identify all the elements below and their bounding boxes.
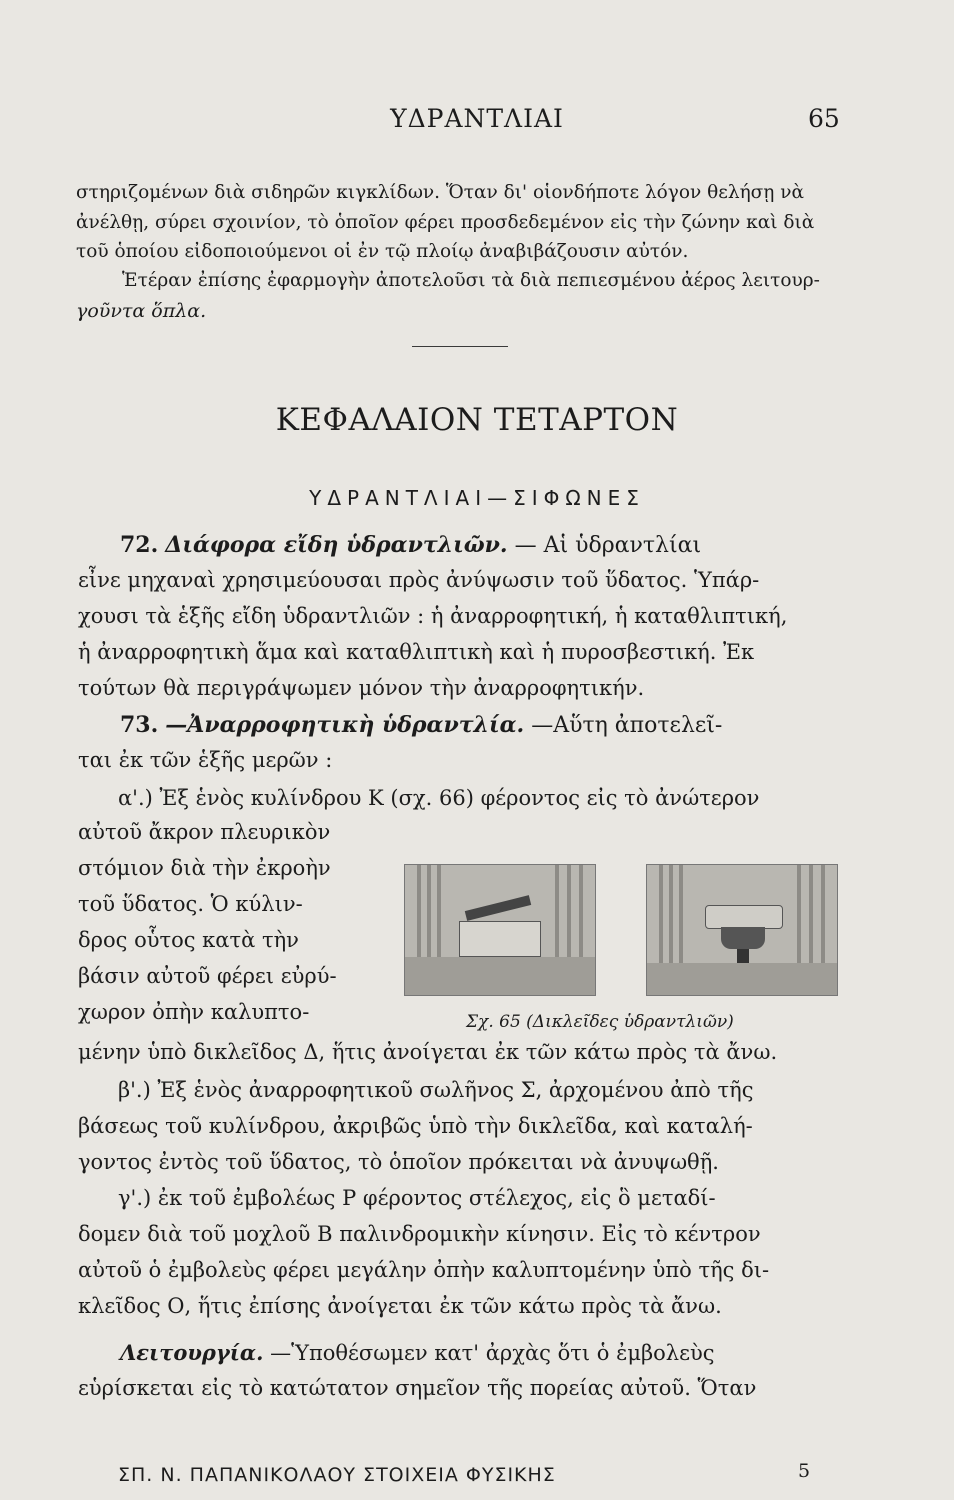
section-72-first-line: — Αἱ ὑδραντλίαι <box>514 533 702 558</box>
section-73-title: —Ἀναρροφητικὴ ὑδραντλία. <box>165 712 525 738</box>
section-72-line-3: ἡ ἀναρροφητικὴ ἅμα καὶ καταθλιπτικὴ καὶ ἡ πυροσβεστική. Ἐκ <box>78 640 755 664</box>
section-72-line-1: εἶνε μηχαναὶ χρησιμεύουσαι πρὸς ἀνύψωσιν τοῦ ὕδατος. Ὑπάρ- <box>78 568 760 592</box>
section-73-line-6: γοντος ἐντὸς τοῦ ὕδατος, τὸ ὁποῖον πρόκειται νὰ ἀνυψωθῇ. <box>78 1150 719 1174</box>
section-73-narrow-5: βάσιν αὐτοῦ φέρει εὐρύ- <box>78 964 337 988</box>
signature-mark: 5 <box>798 1460 811 1482</box>
section-72-line-2: χουσι τὰ ἑξῆς εἴδη ὑδραντλιῶν : ἡ ἀναρροφητική, ἡ καταθλιπτική, <box>78 604 788 628</box>
figure-caption: Σχ. 65 (Δικλεῖδες ὑδραντλιῶν) <box>466 1012 734 1032</box>
section-73-narrow-1: αὐτοῦ ἄκρον πλευρικὸν <box>78 820 331 844</box>
intro-line-3: τοῦ ὁποίου εἰδοποιούμενοι οἱ ἐν τῷ πλοίῳ ἀναβιβάζουσιν αὐτόν. <box>76 241 689 262</box>
section-divider <box>412 346 508 347</box>
section-73-line-2: α'.) Ἐξ ἑνὸς κυλίνδρου Κ (σχ. 66) φέροντος εἰς τὸ ἀνώτερον <box>118 786 760 810</box>
section-72-heading <box>120 532 701 558</box>
section-72-title: Διάφορα εἴδη ὑδραντλιῶν. <box>165 532 508 558</box>
operation-line-2: εὑρίσκεται εἰς τὸ κατώτατον σημεῖον τῆς πορείας αὐτοῦ. Ὅταν <box>78 1376 757 1400</box>
section-72-number: 72. <box>120 532 159 558</box>
section-73-narrow-4: δρος οὗτος κατὰ τὴν <box>78 928 299 952</box>
section-73-narrow-6: χωρον ὀπὴν καλυπτο- <box>78 1000 310 1024</box>
section-73-line-1: ται ἐκ τῶν ἑξῆς μερῶν : <box>78 748 333 772</box>
page-number: 65 <box>808 104 840 133</box>
section-73-line-9: αὐτοῦ ὁ ἐμβολεὺς φέρει μεγάλην ὀπὴν καλυπτομένην ὑπὸ τῆς δι- <box>78 1258 770 1282</box>
intro-line-1: στηριζομένων διὰ σιδηρῶν κιγκλίδων. Ὅταν δι' οἱονδήποτε λόγον θελήσῃ νὰ <box>76 182 804 203</box>
section-73-narrow-2: στόμιον διὰ τὴν ἐκροὴν <box>78 856 331 880</box>
section-73-line-8: δομεν διὰ τοῦ μοχλοῦ Β παλινδρομικὴν κίνησιν. Εἰς τὸ κέντρον <box>78 1222 761 1246</box>
section-73-line-5: βάσεως τοῦ κυλίνδρου, ἀκριβῶς ὑπὸ τὴν δικλεῖδα, καὶ καταλή- <box>78 1114 753 1138</box>
intro-line-2: ἀνέλθῃ, σύρει σχοινίον, τὸ ὁποῖον φέρει προσδεδεμένον εἰς τὴν ζώνην καὶ διὰ <box>76 212 815 233</box>
section-73-first-line: —Αὕτη ἀποτελεῖ- <box>531 713 723 738</box>
valve-figure-left <box>404 864 596 996</box>
intro-line-4: Ἑτέραν ἐπίσης ἐφαρμογὴν ἀποτελοῦσι τὰ διὰ πεπιεσμένου ἀέρος λειτουρ- <box>122 270 820 291</box>
operation-label: Λειτουργία. <box>120 1340 264 1365</box>
intro-line-5: γοῦντα ὅπλα. <box>76 300 207 322</box>
running-header: ΥΔΡΑΝΤΛΙΑΙ <box>390 104 564 133</box>
chapter-title: ΚΕΦΑΛΑΙΟΝ ΤΕΤΑΡΤΟΝ <box>275 402 679 438</box>
section-73-line-3: μένην ὑπὸ δικλεῖδος Δ, ἥτις ἀνοίγεται ἐκ τῶν κάτω πρὸς τὰ ἄνω. <box>78 1040 778 1064</box>
section-73-line-7: γ'.) ἐκ τοῦ ἐμβολέως Ρ φέροντος στέλεχος, εἰς ὃ μεταδί- <box>118 1186 716 1210</box>
valve-figure-right <box>646 864 838 996</box>
section-73-heading <box>120 712 722 738</box>
section-73-narrow-3: τοῦ ὕδατος. Ὁ κύλιν- <box>78 892 303 916</box>
footer-imprint: ΣΠ. Ν. ΠΑΠΑΝΙΚΟΛΑΟΥ ΣΤΟΙΧΕΙΑ ΦΥΣΙΚΗΣ <box>118 1464 556 1486</box>
chapter-subtitle: ΥΔΡΑΝΤΛΙΑΙ—ΣΙΦΩΝΕΣ <box>309 486 645 510</box>
operation-text: —Ὑποθέσωμεν κατ' ἀρχὰς ὅτι ὁ ἐμβολεὺς <box>270 1341 715 1365</box>
section-73-line-10: κλεῖδος Ο, ἥτις ἐπίσης ἀνοίγεται ἐκ τῶν κάτω πρὸς τὰ ἄνω. <box>78 1294 722 1318</box>
section-73-line-4: β'.) Ἐξ ἑνὸς ἀναρροφητικοῦ σωλῆνος Σ, ἀρχομένου ἀπὸ τῆς <box>118 1078 754 1102</box>
section-72-line-4: τούτων θὰ περιγράψωμεν μόνον τὴν ἀναρροφητικήν. <box>78 676 645 700</box>
section-73-number: 73. <box>120 712 159 738</box>
operation-heading <box>120 1340 714 1365</box>
